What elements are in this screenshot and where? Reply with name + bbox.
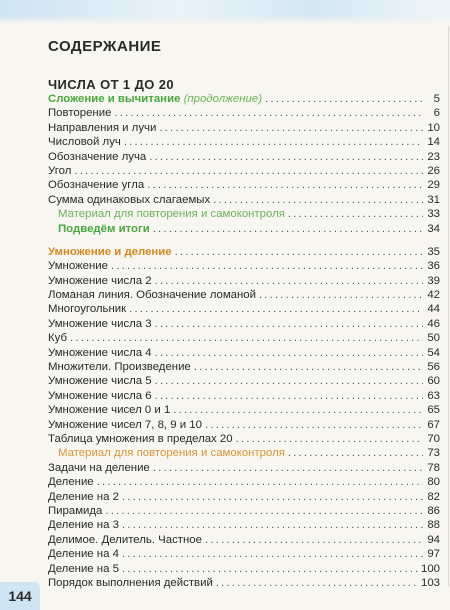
toc-entry-title-text: Умножение числа 2 <box>48 274 152 287</box>
toc-entry <box>48 121 440 135</box>
toc-entry-title-text: Угол <box>48 164 72 177</box>
dot-leader <box>153 222 423 236</box>
section-title: ЧИСЛА ОТ 1 ДО 20 <box>48 77 175 92</box>
toc-entry-title-text: Делимое. Делитель. Частное <box>48 533 202 546</box>
toc-entry-page: 6 <box>433 107 440 120</box>
toc-entry-page: 86 <box>427 504 440 517</box>
toc-entry-page: 54 <box>427 346 440 359</box>
toc-entry-page: 33 <box>427 208 440 221</box>
dot-leader <box>122 547 423 561</box>
dot-leader <box>159 121 423 135</box>
toc-entry <box>48 576 440 590</box>
dot-leader <box>122 518 423 532</box>
dot-leader <box>147 178 423 192</box>
toc-entry-page: 65 <box>427 404 440 417</box>
toc-entry <box>48 475 440 489</box>
toc-entry <box>48 288 440 302</box>
dot-leader <box>173 403 423 417</box>
dot-leader <box>265 92 423 106</box>
toc-entry-title-text: Материал для повторения и самоконтроля <box>58 208 285 221</box>
dot-leader <box>74 164 423 178</box>
toc-entry-title-text: Порядок выполнения действий <box>48 576 213 589</box>
toc-entry-page: 14 <box>427 136 440 149</box>
toc-entry <box>48 403 440 417</box>
dot-leader <box>155 389 423 403</box>
toc-entry-page: 46 <box>427 317 440 330</box>
toc-entry-title <box>48 374 152 388</box>
toc-entry-page: 67 <box>427 418 440 431</box>
toc-entry <box>48 274 440 288</box>
toc-entry-title <box>48 346 152 360</box>
toc-entry-title-text: Умножение и деление <box>48 245 172 258</box>
toc-entry-title <box>48 207 285 221</box>
dot-leader <box>155 274 423 288</box>
toc-entry <box>48 446 440 460</box>
dot-leader <box>236 432 423 446</box>
dot-leader <box>205 418 423 432</box>
toc-entry <box>48 518 440 532</box>
toc-entry-title-text: Сумма одинаковых слагаемых <box>48 193 211 206</box>
toc-entry-title-text: Деление на 2 <box>48 490 119 503</box>
toc-entry-title <box>48 504 102 518</box>
toc-entry-page: 80 <box>427 476 440 489</box>
toc-entry-page: 31 <box>427 193 440 206</box>
toc-entry <box>48 533 440 547</box>
toc-entry-title-text: Умножение чисел 7, 8, 9 и 10 <box>48 418 202 431</box>
dot-leader <box>70 331 423 345</box>
toc-entry-title <box>48 274 152 288</box>
toc-entry-title-text: Деление <box>48 476 94 489</box>
toc-entry-title-text: Ломаная линия. Обозначение ломаной <box>48 289 256 302</box>
toc-entry-page: 39 <box>427 274 440 287</box>
toc-entry-title-text: Деление на 4 <box>48 548 119 561</box>
toc-entry-page: 36 <box>427 260 440 273</box>
toc-entry <box>48 164 440 178</box>
toc-entry <box>48 547 440 561</box>
toc-entry-title-text: Умножение чисел 0 и 1 <box>48 404 171 417</box>
toc-entry-title <box>48 302 126 316</box>
toc-entry <box>48 135 440 149</box>
toc-entry-title <box>48 389 152 403</box>
toc-entry-title-text: Таблица умножения в пределах 20 <box>48 432 233 445</box>
toc-entry <box>48 92 440 106</box>
dot-leader <box>216 576 418 590</box>
toc-entry <box>48 461 440 475</box>
toc-entry-title-text: Сложение и вычитание <box>48 93 181 105</box>
toc-entry <box>48 490 440 504</box>
dot-leader <box>259 288 423 302</box>
toc-entry <box>48 360 440 374</box>
dot-leader <box>205 533 423 547</box>
toc-entry <box>48 193 440 207</box>
toc-entry-title <box>48 92 262 106</box>
dot-leader <box>288 207 423 221</box>
toc-entry-title <box>48 576 213 590</box>
toc-entry-title <box>48 121 156 135</box>
toc-entry <box>48 432 440 446</box>
toc-entry-page: 50 <box>427 332 440 345</box>
toc-entry-page: 10 <box>427 121 440 134</box>
toc-entry-title <box>48 490 119 504</box>
toc-entry <box>48 245 440 259</box>
toc-entry-page: 44 <box>427 303 440 316</box>
toc-entry <box>48 418 440 432</box>
toc-entry-title-text: Множители. Произведение <box>48 361 191 374</box>
toc-entry <box>48 504 440 518</box>
toc-entry <box>48 562 440 576</box>
table-of-contents <box>48 92 440 590</box>
dot-leader <box>105 504 423 518</box>
dot-leader <box>149 150 423 164</box>
toc-entry <box>48 259 440 273</box>
toc-entry-title <box>48 562 119 576</box>
toc-entry-page: 5 <box>433 93 440 105</box>
toc-entry <box>48 150 440 164</box>
toc-entry-title-text: Материал для повторения и самоконтроля <box>58 447 285 460</box>
toc-entry-page: 63 <box>427 389 440 402</box>
toc-entry-page: 29 <box>427 179 440 192</box>
toc-entry-title-text: Умножение числа 3 <box>48 317 152 330</box>
toc-entry <box>48 346 440 360</box>
page-edge-rule <box>448 26 449 586</box>
toc-entry-page: 100 <box>420 562 440 575</box>
toc-entry-title <box>48 547 119 561</box>
toc-entry <box>48 374 440 388</box>
toc-entry <box>48 222 440 236</box>
toc-entry-title-text: Подведём итоги <box>58 222 150 235</box>
toc-entry <box>48 317 440 331</box>
page-number: 144 <box>0 582 40 610</box>
toc-entry-page: 103 <box>420 576 440 589</box>
toc-entry-page: 88 <box>427 519 440 532</box>
toc-entry-title-text: Числовой луч <box>48 136 121 149</box>
toc-entry-page: 70 <box>427 432 440 445</box>
dot-leader <box>155 374 423 388</box>
toc-entry-suffix: (продолжение) <box>183 93 263 105</box>
contents-heading: СОДЕРЖАНИЕ <box>48 38 162 55</box>
toc-entry-page: 34 <box>427 222 440 235</box>
toc-entry-title-text: Деление на 5 <box>48 562 119 575</box>
toc-entry-title <box>48 446 285 460</box>
dot-leader <box>288 446 423 460</box>
toc-entry-title <box>48 178 144 192</box>
toc-entry-title-text: Умножение <box>48 260 108 273</box>
toc-entry-title <box>48 150 146 164</box>
toc-entry-title <box>48 461 150 475</box>
toc-entry-page: 97 <box>427 548 440 561</box>
toc-entry <box>48 178 440 192</box>
toc-entry-page: 42 <box>427 289 440 302</box>
toc-entry-page: 94 <box>427 533 440 546</box>
toc-entry-title <box>48 360 191 374</box>
dot-leader <box>155 317 423 331</box>
toc-entry-title <box>48 164 71 178</box>
toc-entry-page: 60 <box>427 375 440 388</box>
dot-leader <box>155 346 423 360</box>
toc-entry-title-text: Направления и лучи <box>48 121 157 134</box>
toc-entry-page: 73 <box>427 447 440 460</box>
top-decorative-strip <box>0 0 450 24</box>
toc-entry-page: 23 <box>427 150 440 163</box>
toc-entry-title-text: Умножение числа 5 <box>48 375 152 388</box>
dot-leader <box>129 302 423 316</box>
toc-entry-title <box>48 403 170 417</box>
toc-entry-title <box>48 533 202 547</box>
dot-leader <box>114 106 423 120</box>
toc-entry-title-text: Повторение <box>48 107 112 120</box>
toc-entry-page: 78 <box>427 461 440 474</box>
dot-leader <box>213 193 423 207</box>
toc-entry-title <box>48 245 172 259</box>
toc-entry-title-text: Умножение числа 6 <box>48 389 152 402</box>
toc-entry-title <box>48 106 111 120</box>
toc-entry-title-text: Задачи на деление <box>48 461 150 474</box>
toc-entry-page: 35 <box>427 245 440 258</box>
toc-entry-title <box>48 288 256 302</box>
toc-entry-title-text: Умножение числа 4 <box>48 346 152 359</box>
toc-entry-title-text: Пирамида <box>48 504 103 517</box>
toc-entry-page: 26 <box>427 164 440 177</box>
toc-entry-title <box>48 432 233 446</box>
toc-entry-title <box>48 222 150 236</box>
toc-entry <box>48 389 440 403</box>
toc-entry-title-text: Многоугольник <box>48 303 127 316</box>
toc-entry-title <box>48 135 121 149</box>
toc-entry-title <box>48 193 210 207</box>
toc-entry-title <box>48 475 94 489</box>
toc-entry-page: 82 <box>427 490 440 503</box>
dot-leader <box>153 461 423 475</box>
toc-entry-title-text: Куб <box>48 332 67 345</box>
toc-entry <box>48 207 440 221</box>
toc-entry-title <box>48 418 202 432</box>
toc-entry-title <box>48 518 119 532</box>
toc-entry-title-text: Обозначение угла <box>48 179 145 192</box>
dot-leader <box>194 360 423 374</box>
toc-entry <box>48 331 440 345</box>
dot-leader <box>97 475 423 489</box>
dot-leader <box>111 259 423 273</box>
toc-entry-title <box>48 317 152 331</box>
toc-entry-title <box>48 259 108 273</box>
dot-leader <box>122 490 423 504</box>
dot-leader <box>122 562 418 576</box>
toc-entry-page: 56 <box>427 361 440 374</box>
toc-entry-title <box>48 331 67 345</box>
dot-leader <box>175 245 423 259</box>
toc-entry <box>48 106 440 120</box>
dot-leader <box>124 135 423 149</box>
toc-entry-title-text: Обозначение луча <box>48 150 147 163</box>
toc-entry-title-text: Деление на 3 <box>48 519 119 532</box>
toc-entry <box>48 302 440 316</box>
